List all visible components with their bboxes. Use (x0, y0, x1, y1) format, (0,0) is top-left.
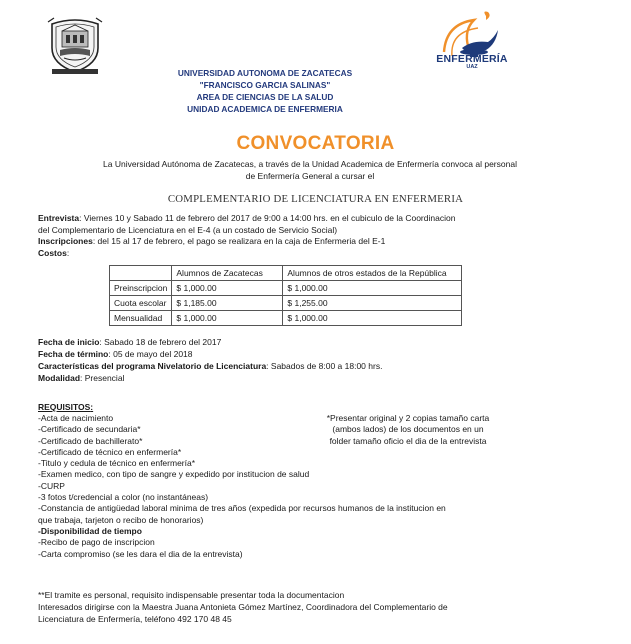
footer-line-1: **El tramite es personal, requisito indispensable presentar toda la documentacion (38, 590, 345, 600)
note-line: (ambos lados) de los documentos en un (332, 424, 484, 435)
table-header-row (110, 266, 462, 281)
page-title: CONVOCATORIA (236, 133, 395, 154)
caracteristicas-line (38, 360, 598, 372)
list-item: -Carta compromiso (se les dara el dia de la entrevista) (38, 548, 243, 559)
header-line-area: AREA DE CIENCIAS DE LA SALUD (196, 92, 334, 102)
dates-block (38, 336, 598, 384)
footer-line-2: Interesados dirigirse con la Maestra Juana Antonieta Gómez Martínez, Coordinadora del Complementario de (38, 602, 448, 612)
fecha-inicio-label: Fecha de inicio (38, 337, 100, 347)
entrevista-line-2: del Complementario de Licenciatura en el E-4 (a un costado de Servicio Social) (38, 224, 338, 235)
table-cell: $ 1,255.00 (283, 296, 462, 311)
modalidad-line (38, 372, 598, 384)
list-item: -Certificado de técnico en enfermería* (38, 446, 182, 457)
program-name: COMPLEMENTARIO DE LICENCIATURA EN ENFERMERIA (167, 193, 464, 205)
table-row (110, 296, 462, 311)
list-item: que trabaja, tarjeton o recibo de honorarios) (38, 514, 204, 525)
inscripciones-text: : del 15 al 17 de febrero, el pago se realizara en la caja de Enfermeria del E-1 (92, 236, 386, 247)
entrevista-label: Entrevista (38, 213, 80, 223)
university-seal-logo (44, 14, 106, 76)
header-line-university: UNIVERSIDAD AUTONOMA DE ZACATECAS (177, 68, 353, 78)
requisitos-title-text: REQUISITOS (38, 402, 91, 412)
list-item: -Certificado de secundaria* (38, 424, 141, 435)
header-line-unit: UNIDAD ACADEMICA DE ENFERMERIA (187, 104, 343, 114)
table-header-cell: Alumnos de Zacatecas (172, 266, 283, 281)
table-cell: $ 1,000.00 (283, 281, 462, 296)
table-cell: Cuota escolar (110, 296, 172, 311)
details-block (38, 213, 603, 259)
caracteristicas-value: : Sabados de 8:00 a 18:00 hrs. (266, 361, 383, 371)
caracteristicas-label: Características del programa Nivelatorio de Licenciatura (38, 361, 267, 371)
list-item: -Recibo de pago de inscripcion (38, 537, 155, 548)
requisitos-note (303, 413, 513, 447)
list-item: -Constancia de antigüedad laboral minima de tres años (expedida por recursos humanos de la institucion en (38, 503, 446, 514)
table-cell: $ 1,000.00 (283, 311, 462, 326)
table-row (110, 281, 462, 296)
intro-line-2: de Enfermería General a cursar el (245, 171, 375, 181)
list-item: -Certificado de bachillerato* (38, 435, 143, 446)
costs-table (109, 265, 462, 326)
inscripciones-line (38, 236, 603, 248)
modalidad-value: : Presencial (80, 373, 125, 383)
inscripciones-label: Inscripciones (38, 236, 93, 247)
table-row (110, 311, 462, 326)
fecha-termino-label: Fecha de término (38, 349, 109, 359)
requisitos-title (38, 402, 93, 413)
note-line: folder tamaño oficio el dia de la entrevista (329, 435, 487, 446)
table-cell: $ 1,185.00 (172, 296, 283, 311)
footer-line-3: Licenciatura de Enfermería, teléfono 492 170 48 45 (38, 614, 232, 624)
table-cell: $ 1,000.00 (172, 311, 283, 326)
table-header-cell: Alumnos de otros estados de la República (283, 266, 462, 281)
requisitos-title-suffix: : (90, 402, 94, 412)
table-cell: Mensualidad (110, 311, 172, 326)
costos-suffix: : (66, 247, 70, 258)
list-item: -Examen medico, con tipo de sangre y expedido por institucion de salud (38, 469, 310, 480)
logo-text: ENFERMERÍA (436, 53, 508, 65)
fecha-termino-value: : 05 de mayo del 2018 (108, 349, 193, 359)
intro-paragraph (40, 158, 580, 182)
fecha-termino-line (38, 348, 598, 360)
list-item: -CURP (38, 480, 65, 491)
table-cell: Preinscripcion (110, 281, 172, 296)
table-cell: $ 1,000.00 (172, 281, 283, 296)
costos-label: Costos (38, 247, 67, 258)
fecha-inicio-value: : Sabado 18 de febrero del 2017 (99, 337, 222, 347)
table-header-cell (110, 266, 172, 281)
list-item: -Acta de nacimiento (38, 413, 114, 423)
intro-line-1: La Universidad Autónoma de Zacatecas, a través de la Unidad Academica de Enfermería convoca al personal (103, 159, 517, 169)
logo-subtext: UAZ (466, 64, 478, 70)
costos-line (38, 248, 603, 260)
list-item: -3 fotos t/credencial a color (no instantáneas) (38, 492, 209, 503)
note-line: *Presentar original y 2 copias tamaño carta (326, 413, 490, 423)
entrevista-text-1: : Viernes 10 y Sabado 11 de febrero del 2017 de 9:00 a 14:00 hrs. en el cubiculo de la Coordinacion (79, 213, 456, 223)
footer-block (38, 589, 598, 625)
entrevista-line (38, 213, 603, 225)
institution-header (150, 67, 380, 115)
modalidad-label: Modalidad (38, 373, 81, 383)
list-item: -Disponibilidad de tiempo (38, 525, 142, 536)
header-line-name: "FRANCISCO GARCIA SALINAS" (199, 80, 331, 90)
list-item: -Titulo y cedula de técnico en enfermería* (38, 458, 196, 469)
fecha-inicio-line (38, 336, 598, 348)
